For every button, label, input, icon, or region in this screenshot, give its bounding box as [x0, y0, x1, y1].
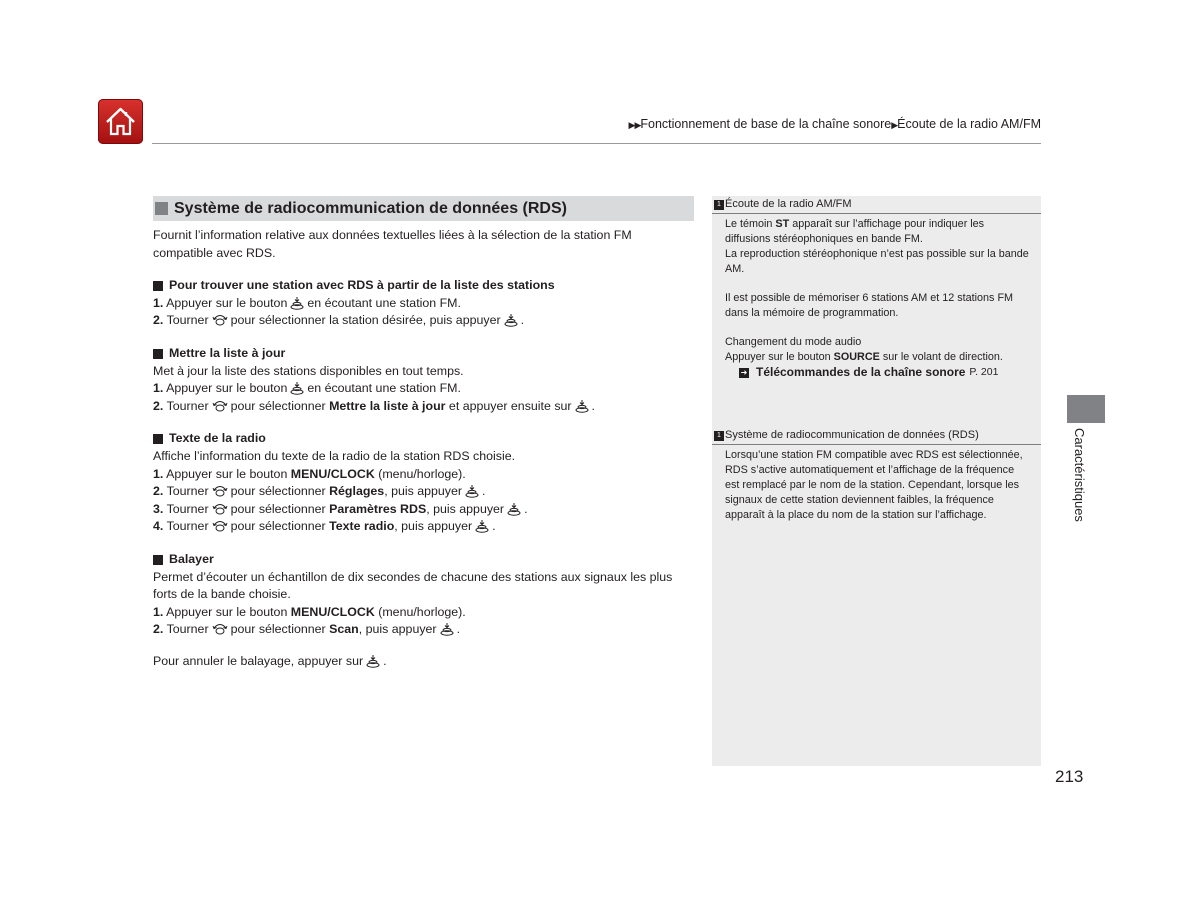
push-knob-icon	[440, 622, 454, 636]
note-paragraph: Changement du mode audio	[725, 336, 862, 348]
push-knob-icon	[575, 399, 589, 413]
note-heading: 1 Système de radiocommunication de données (RDS)	[712, 427, 1041, 445]
bullet-square-icon	[153, 434, 163, 444]
rotate-knob-icon	[212, 622, 228, 636]
subhead-station-list: Pour trouver une station avec RDS à partir de la liste des stations	[153, 277, 694, 295]
note-paragraph: Il est possible de mémoriser 6 stations AM et 12 stations FM dans la mémoire de programmation.	[725, 292, 1014, 319]
note-marker-icon: 1	[714, 200, 724, 210]
chapter-tab-marker[interactable]	[1067, 395, 1105, 423]
main-content	[153, 196, 694, 670]
push-knob-icon	[507, 502, 521, 516]
step: 2. Tourner pour sélectionner Réglages, puis appuyer .	[153, 484, 486, 499]
rotate-knob-icon	[212, 484, 228, 498]
section-title-text: Système de radiocommunication de données (RDS)	[174, 199, 567, 217]
bullet-square-icon	[153, 281, 163, 291]
breadcrumb-link-basic-audio[interactable]: Fonctionnement de base de la chaîne sonore	[640, 117, 892, 131]
push-knob-icon	[465, 484, 479, 498]
subhead-radio-text: Texte de la radio	[153, 430, 694, 448]
step: 2. Tourner pour sélectionner la station désirée, puis appuyer .	[153, 313, 525, 328]
page-number: 213	[1055, 767, 1084, 786]
rotate-knob-icon	[212, 519, 228, 533]
header-divider	[152, 143, 1041, 144]
rotate-knob-icon	[212, 502, 228, 516]
home-button[interactable]	[98, 99, 143, 144]
push-knob-icon	[504, 313, 518, 327]
breadcrumb-arrow-icon: ▶	[891, 120, 898, 130]
push-knob-icon	[290, 381, 304, 395]
rotate-knob-icon	[212, 399, 228, 413]
subhead-scan: Balayer	[153, 551, 694, 569]
subhead-update-list: Mettre la liste à jour	[153, 345, 694, 363]
bullet-square-icon	[153, 555, 163, 565]
note-paragraph: Appuyer sur le bouton SOURCE sur le volant de direction.	[725, 351, 1003, 363]
breadcrumb-link-am-fm[interactable]: Écoute de la radio AM/FM	[897, 117, 1041, 131]
section-square-icon	[155, 202, 168, 215]
breadcrumb-arrow-icon: ▶▶	[628, 120, 641, 130]
step: 4. Tourner pour sélectionner Texte radio, puis appuyer .	[153, 519, 496, 534]
bullet-square-icon	[153, 349, 163, 359]
note-marker-icon: 1	[714, 431, 724, 441]
push-knob-icon	[475, 519, 489, 533]
section-description: Permet d’écouter un échantillon de dix secondes de chacune des stations aux signaux les plus forts de la bande choisie.	[153, 569, 673, 602]
step: 2. Tourner pour sélectionner Scan, puis appuyer .	[153, 622, 461, 637]
rotate-knob-icon	[212, 313, 228, 327]
note-heading: 1 Écoute de la radio AM/FM	[712, 196, 1041, 214]
step: 1. Appuyer sur le bouton en écoutant une station FM.	[153, 295, 461, 310]
chapter-tab-label: Caractéristiques	[1072, 428, 1087, 522]
home-icon	[104, 105, 137, 138]
notes-sidebar	[712, 196, 1041, 766]
xref-arrow-icon: ➜	[740, 367, 748, 377]
step: 1. Appuyer sur le bouton MENU/CLOCK (menu/horloge).	[153, 466, 466, 481]
section-description: Met à jour la liste des stations disponibles en tout temps.	[153, 363, 464, 378]
push-knob-icon	[290, 296, 304, 310]
section-title	[153, 196, 694, 221]
cross-reference-link[interactable]: ➜ Télécommandes de la chaîne sonore P. 201	[740, 365, 999, 379]
step: 3. Tourner pour sélectionner Paramètres RDS, puis appuyer .	[153, 501, 528, 516]
step: 1. Appuyer sur le bouton en écoutant une station FM.	[153, 381, 461, 396]
step: 2. Tourner pour sélectionner Mettre la liste à jour et appuyer ensuite sur .	[153, 398, 595, 413]
note-paragraph: Le témoin ST apparaît sur l’affichage pour indiquer les diffusions stéréophoniques en bande FM.	[725, 218, 985, 245]
section-description: Affiche l’information du texte de la radio de la station RDS choisie.	[153, 448, 516, 463]
intro-text: Fournit l’information relative aux données textuelles liées à la sélection de la station FM compatible avec RDS.	[153, 228, 632, 260]
push-knob-icon	[366, 654, 380, 668]
note-paragraph: La reproduction stéréophonique n’est pas possible sur la bande AM.	[725, 248, 1029, 275]
cancel-scan-text: Pour annuler le balayage, appuyer sur .	[153, 653, 387, 668]
breadcrumb	[629, 117, 1041, 131]
step: 1. Appuyer sur le bouton MENU/CLOCK (menu/horloge).	[153, 604, 466, 619]
note-paragraph: Lorsqu’une station FM compatible avec RDS est sélectionnée, RDS s’active automatiquement et l’affichage de la fréquence est remplacé par le nom de la station. Cependant, lorsque les signaux de cette station deviennent faibles, la fréquence apparaît à la place du nom de la station sur l’affichage.	[725, 449, 1023, 521]
